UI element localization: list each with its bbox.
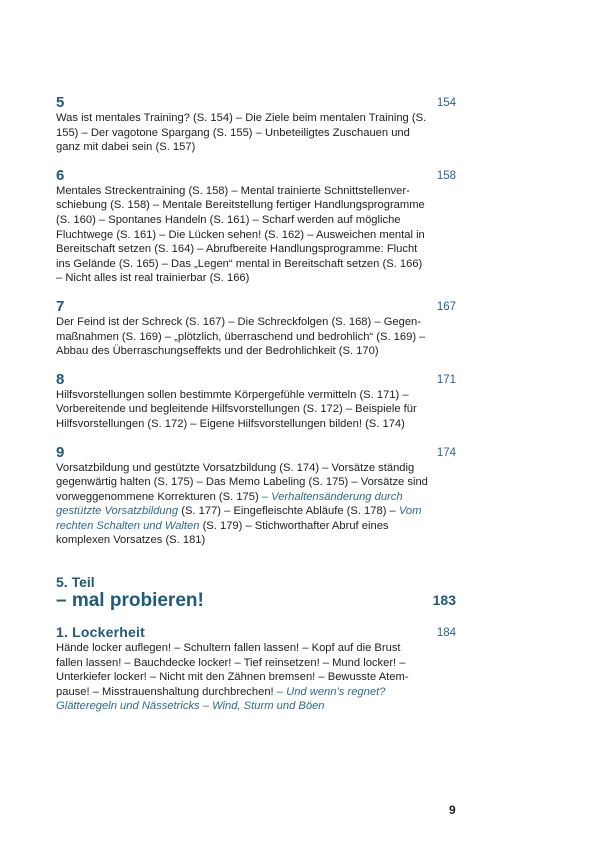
section-title: 1. Lockerheit [56, 624, 145, 641]
page-number[interactable]: 184 [436, 627, 456, 640]
chapter-contents [56, 461, 428, 549]
page-folio: 9 [449, 803, 456, 817]
part-title: – mal probieren! [56, 590, 204, 612]
chapter-number: 9 [56, 443, 65, 461]
page-number[interactable]: 158 [436, 169, 456, 182]
toc-section-lockerheit [56, 624, 456, 714]
contents-text: (S. 177) – Eingefleischte Abläufe (S. 178) – [178, 505, 399, 518]
contents-text: Was ist mentales Training? (S. 154) – Die Ziele beim mentalen Training (S. 155) – Der vagotone Spargang (S. 155) – Unbeteiligtes Zuschauen und ganz mit dabei sein (S. 157) [56, 112, 427, 154]
chapter-contents [56, 315, 428, 359]
contents-italic-text: Vom rechten Schalten und Walten [56, 505, 422, 532]
toc-entry-5 [56, 94, 456, 155]
section-contents [56, 641, 428, 714]
contents-text: Der Feind ist der Schreck (S. 167) – Die Schreckfolgen (S. 168) – Gegenmaßnahmen (S. 169) – „plötzlich, überraschend und bedrohlich“ (S. 169) – Abbau des Überraschungseffekts und der Bedrohlichkeit (S. 170) [56, 315, 426, 358]
chapter-number: 7 [56, 297, 65, 315]
contents-text: Hände locker auflegen! – Schultern fallen lassen! – Kopf auf die Brust fallen lassen! – Bauchdecke locker! – Tief reinsetzen! – Mund locker! – Unterkiefer locker! – Nicht mit den Zähnen bremsen! – Bewusste Atempause! – Misstrauenshaltung durchbrechen! [56, 642, 409, 698]
chapter-contents [56, 184, 428, 286]
chapter-number: 8 [56, 370, 65, 388]
chapter-contents [56, 111, 428, 155]
toc-entry-7 [56, 298, 456, 359]
contents-text: Mentales Streckentraining (S. 158) – Mental trainierte Schnittstellenverschiebung (S. 158) – Mentale Bereitstellung fertiger Handlungsprogramme (S. 160) – Spontanes Handeln (S. 161) – Scharf werden auf mögliche Fluchtwege (S. 161) – Die Lücken sehen! (S. 162) – Ausweichen mental in Bereitschaft setzen (S. 164) – Abrufbereite Handlungsprogramme: Flucht ins Gelände (S. 165) – Das „Legen“ mental in Bereitschaft setzen (S. 166) – Nicht alles ist real trainierbar (S. 166) [56, 184, 425, 285]
page-number[interactable]: 174 [436, 446, 456, 459]
part-page-number[interactable]: 183 [432, 592, 456, 609]
part-heading [56, 574, 456, 612]
toc-entry-8 [56, 371, 456, 432]
contents-italic-text: – Verhaltensänderung durch gestützte Vorsatzbildung [56, 490, 403, 518]
contents-text: Hilfsvorstellungen sollen bestimmte Körpergefühle vermitteln (S. 171) – Vorbereitende und begleitende Hilfsvorstellungen (S. 172) – Beispiele für Hilfsvorstellungen (S. 172) – Eigene Hilfsvorstellungen bilden! (S. 174) [56, 388, 417, 430]
chapter-contents [56, 388, 428, 432]
part-label: 5. Teil [56, 574, 95, 591]
page-number[interactable]: 171 [436, 373, 456, 386]
toc-entry-6 [56, 167, 456, 286]
contents-text: Vorsatzbildung und gestützte Vorsatzbildung (S. 174) – Vorsätze ständig gegenwärtig halten (S. 175) – Das Memo Labeling (S. 175) – Vorsätze sind vorweggenommene Korrekturen (S. 175) [56, 461, 428, 503]
contents-text: (S. 179) – Stichworthafter Abruf eines komplexen Vorsatzes (S. 181) [56, 519, 389, 547]
contents-italic-text: – Und wenn’s regnet? Glätteregeln und Nässetricks – Wind, Sturm und Böen [56, 685, 386, 713]
toc-entry-9 [56, 444, 456, 549]
table-of-contents [56, 94, 456, 726]
chapter-number: 6 [56, 166, 65, 184]
page-number[interactable]: 154 [436, 97, 456, 109]
chapter-number: 5 [56, 94, 65, 111]
page-number[interactable]: 167 [436, 300, 456, 313]
